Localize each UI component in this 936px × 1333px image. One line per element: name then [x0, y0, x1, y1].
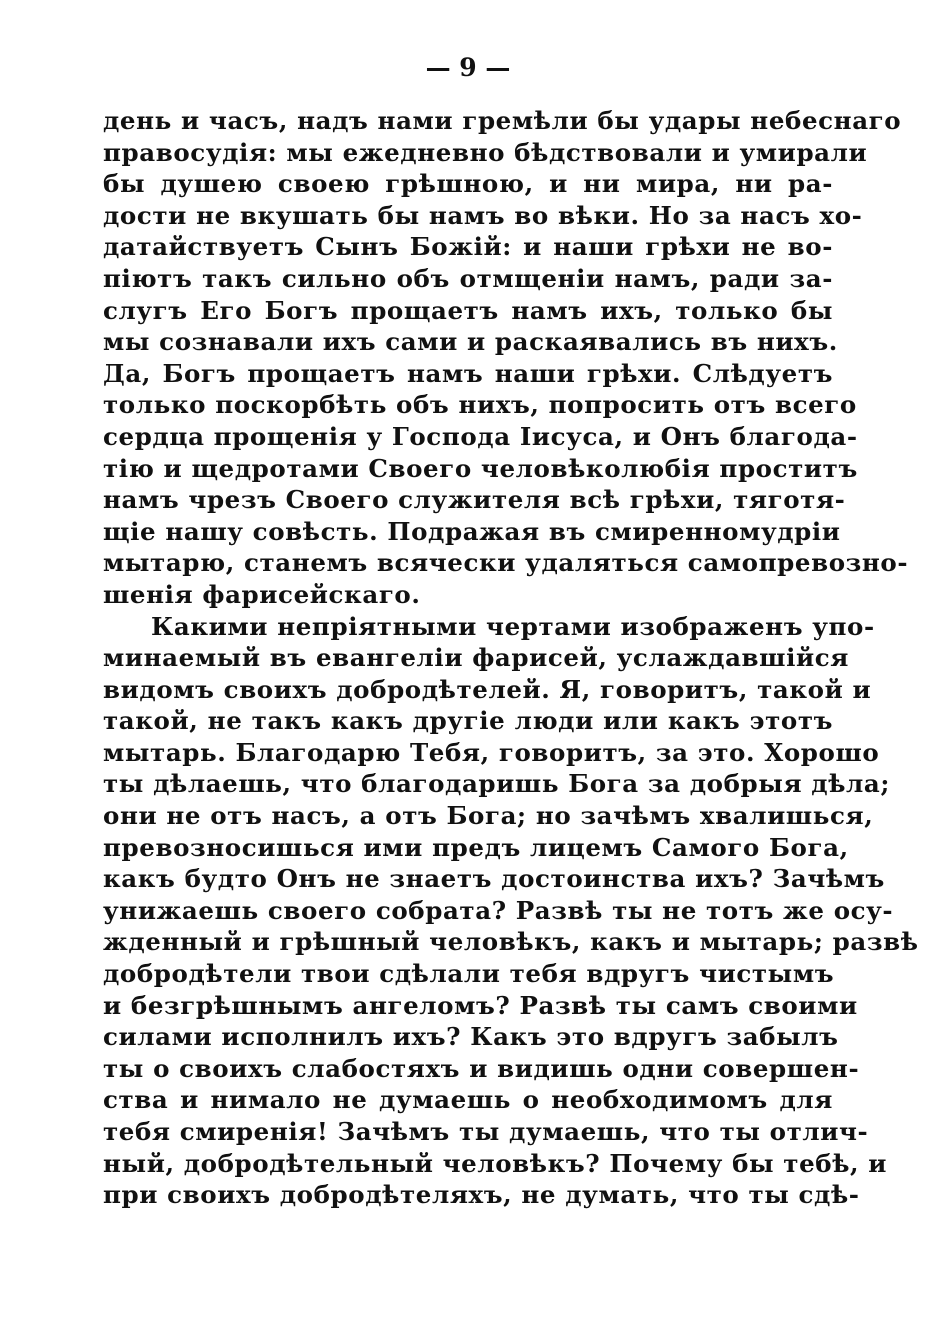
text-line: слугъ Его Богъ прощаетъ намъ ихъ, только бы [103, 295, 833, 325]
text-line: унижаешь своего собрата? Развѣ ты не тотъ же осу- [103, 895, 894, 925]
text-line: минаемый въ евангеліи фарисей, услаждавшійся [103, 643, 849, 673]
text-line: силами исполнилъ ихъ? Какъ это вдругъ забылъ [103, 1022, 839, 1052]
text-line: и безгрѣшнымъ ангеломъ? Развѣ ты самъ своими [103, 990, 858, 1020]
page-number: — 9 — [425, 53, 511, 82]
text-line: тію и щедротами Своего человѣколюбія проститъ [103, 453, 858, 483]
text-line: Какими непріятными чертами изображенъ упо- [151, 611, 875, 641]
text-line: они не отъ насъ, а отъ Бога; но зачѣмъ хвалишься, [103, 801, 874, 831]
text-line: мытарю, станемъ всячески удаляться самопревозно- [103, 548, 909, 578]
text-line: ный, добродѣтельный человѣкъ? Почему бы тебѣ, и [103, 1148, 888, 1178]
text-line: шенія фарисейскаго. [103, 579, 421, 609]
text-line: ты о своихъ слабостяхъ и видишь одни совершен- [103, 1053, 860, 1083]
text-line: при своихъ добродѣтеляхъ, не думать, что ты сдѣ- [103, 1180, 860, 1210]
text-line: Да, Богъ прощаетъ намъ наши грѣхи. Слѣдуетъ [103, 358, 833, 388]
paragraph [103, 105, 909, 611]
text-line: піютъ такъ сильно объ отмщеніи намъ, ради за- [103, 263, 833, 293]
paragraph [103, 611, 919, 1211]
text-line: тебя смиренія! Зачѣмъ ты думаешь, что ты отлич- [103, 1117, 869, 1146]
text-line: сердца прощенія у Господа Іисуса, и Онъ благода- [103, 421, 858, 451]
text-line: какъ будто Онъ не знаетъ достоинства ихъ? Зачѣмъ [103, 864, 885, 894]
text-line: мы сознавали ихъ сами и раскаявались въ нихъ. [103, 327, 838, 357]
text-line: жденный и грѣшный человѣкъ, какъ и мытарь; развѣ [103, 927, 919, 957]
text-line: такой, не такъ какъ другіе люди или какъ этотъ [103, 706, 833, 736]
text-line: дости не вкушать бы намъ во вѣки. Но за насъ хо- [103, 200, 863, 230]
text-line: ты дѣлаешь, что благодаришь Бога за добрыя дѣла; [103, 769, 891, 799]
text-line: намъ чрезъ Своего служителя всѣ грѣхи, тяготя- [103, 485, 846, 515]
text-line: видомъ своихъ добродѣтелей. Я, говоритъ, такой и [103, 674, 872, 704]
text-line: день и часъ, надъ нами гремѣли бы удары небеснаго [103, 106, 902, 135]
body-text [103, 105, 919, 1211]
text-line: ства и нимало не думаешь о необходимомъ для [103, 1085, 833, 1115]
text-line: мытарь. Благодарю Тебя, говоритъ, за это. Хорошо [103, 737, 880, 767]
text-line: бы душею своею грѣшною, и ни мира, ни ра- [103, 169, 833, 199]
text-line: датайствуетъ Сынъ Божій: и наши грѣхи не во- [103, 232, 833, 262]
text-line: превозносишься ими предъ лицемъ Самого Бога, [103, 832, 849, 862]
text-line: щіе нашу совѣсть. Подражая въ смиренномудріи [103, 516, 841, 546]
text-line: добродѣтели твои сдѣлали тебя вдругъ чистымъ [103, 959, 835, 989]
text-line: только поскорбѣть объ нихъ, попросить отъ всего [103, 390, 857, 420]
text-line: правосудія: мы ежедневно бѣдствовали и умирали [103, 137, 868, 167]
